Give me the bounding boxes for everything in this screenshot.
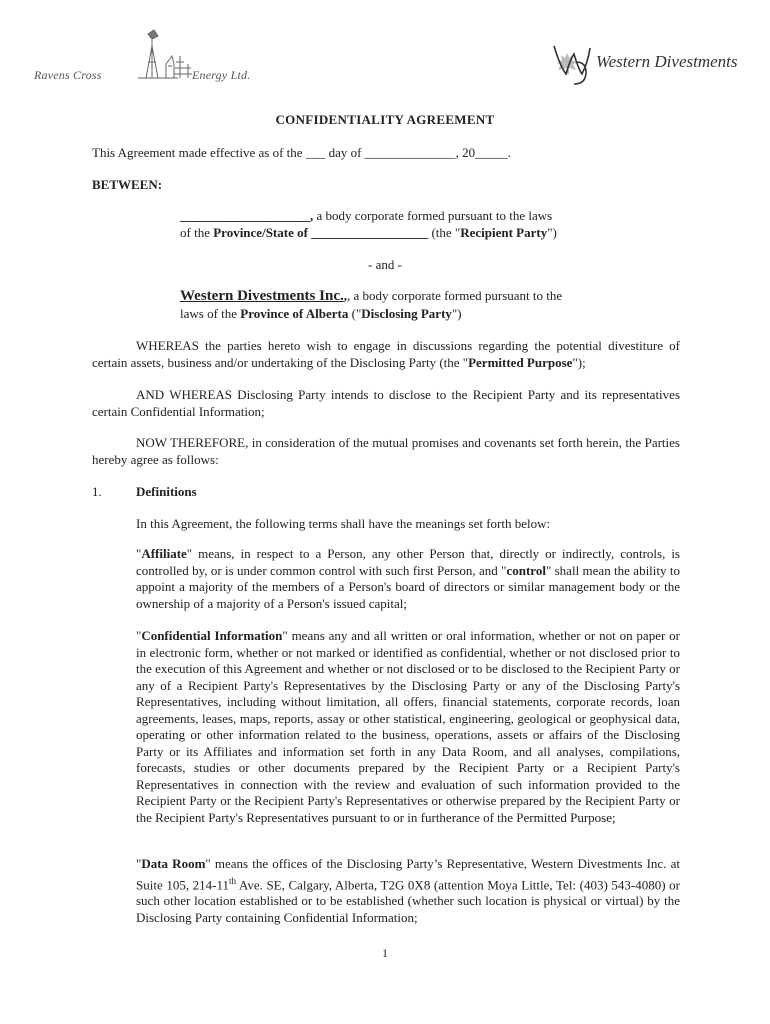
- page-number: 1: [382, 946, 388, 960]
- text-run: "): [547, 225, 557, 240]
- ravens-cross-logo: [28, 26, 268, 96]
- text-run: " means the offices of the Disclosing Party’s Representative, Western Divestments Inc. at Suite 105, 214-11: [136, 856, 680, 892]
- text-run: " means, in respect to a Person, any other Person that, directly or indirectly, controls, is controlled by, or is under common control with such first Person, and ": [136, 546, 680, 578]
- right-logo-name: Western Divestments: [596, 52, 738, 71]
- text-run: "): [451, 306, 462, 321]
- text-run: Confidential Information: [141, 628, 283, 643]
- text-run: Permitted Purpose: [468, 354, 573, 370]
- text-run: , a body corporate formed pursuant to the: [346, 288, 563, 303]
- text-run: (the ": [428, 225, 461, 240]
- text-run: Recipient Party: [460, 225, 548, 240]
- text-run: control: [506, 562, 546, 578]
- recipient-party-line-1: [180, 208, 552, 225]
- text-run: AND WHEREAS Disclosing Party intends to disclose to the Recipient Party and its representatives certain Confidential Information;: [92, 387, 680, 419]
- text-run: (": [348, 306, 362, 321]
- text-run: laws of the: [180, 306, 241, 321]
- recipient-party-line-2: [180, 225, 557, 242]
- disclosing-party-line-2: [180, 306, 462, 323]
- text-run: Western Divestments Inc.: [180, 288, 344, 304]
- text-run: ");: [572, 354, 586, 370]
- now-therefore-paragraph: [92, 435, 680, 468]
- left-logo-word-2: Energy Ltd.: [192, 68, 251, 82]
- maple-leaf-monogram-icon: [548, 40, 596, 86]
- text-run: Disclosing Party: [361, 306, 452, 321]
- text-run: ": [136, 856, 142, 871]
- text-run: th: [229, 875, 237, 886]
- text-run: Province of Alberta: [240, 306, 349, 321]
- text-run: WHEREAS the parties hereto wish to engage in discussions regarding the potential divestiture of certain assets, business and/or undertaking of the Disclosing Party (the ": [92, 338, 680, 370]
- whereas-paragraph-1: [92, 338, 680, 371]
- western-divestments-logo: [548, 40, 748, 90]
- whereas-paragraph-2: [92, 387, 680, 420]
- definition-data-room: [136, 856, 680, 926]
- effective-date-line: This Agreement made effective as of the ___ day of ______________, 20_____.: [92, 145, 511, 160]
- text-run: ": [136, 546, 142, 561]
- text-run: ,: [343, 288, 347, 303]
- document-title: CONFIDENTIALITY AGREEMENT: [275, 112, 495, 127]
- text-run: of the: [180, 225, 214, 240]
- text-run: a body corporate formed pursuant to the laws: [313, 208, 553, 223]
- definition-confidential-information: [136, 628, 680, 826]
- section-number: 1.: [92, 484, 102, 499]
- text-run: __________________: [311, 225, 429, 240]
- text-run: Data Room: [141, 856, 206, 871]
- text-run: ": [136, 628, 142, 643]
- text-run: Ave. SE, Calgary, Alberta, T2G 0X8 (attention Moya Little, Tel: (403) 543-4080) or such other location established or to be established (whether such location is physical or virtual) by the Disclosing Party containing Confidential Information;: [136, 876, 680, 925]
- section-title: Definitions: [136, 484, 197, 499]
- and-label: - and -: [368, 257, 402, 272]
- disclosing-party-line-1: [180, 288, 562, 305]
- text-run: Affiliate: [141, 546, 187, 561]
- text-run: " means any and all written or oral information, whether or not on paper or in electronic form, whether or not marked or identified as confidential, whether or not disclosed prior to the execution of this Agreement and whether or not disclosed or to be disclosed to the Recipient Party or any of a Recipient Party's Representatives by the Disclosing Party or any of the Disclosing Party's Representatives, including without limitation, all offers, financial statements, corporate records, loan agreements, leases, maps, reports, assay or other statistical, engineering, geological or geophysical data, operating or other information related to the business, operations, assets or affairs of the Disclosing Party or its Affiliates and information set forth in any Data Room, and all analyses, compilations, forecasts, studies or other documents prepared by the Recipient Party or a Recipient Party's Representatives in connection with the review and evaluation of such information provided to the Recipient Party or the Recipient Party's Representatives or otherwise prepared by the Recipient Party or the Recipient Party's Representatives pursuant to or in furtherance of the Permitted Purpose;: [136, 628, 680, 825]
- text-run: Province/State of: [213, 225, 312, 240]
- left-logo-word-1: Ravens Cross: [34, 68, 102, 82]
- definition-affiliate: [136, 546, 680, 612]
- text-run: ____________________,: [180, 208, 314, 223]
- text-run: NOW THEREFORE, in consideration of the mutual promises and covenants set forth herein, the Parties hereby agree as follows:: [92, 435, 680, 467]
- definitions-intro: In this Agreement, the following terms shall have the meanings set forth below:: [136, 516, 551, 531]
- text-run: " shall mean the ability to appoint a majority of the members of a Person's board of directors or similar management body or the ownership of a majority of a Person's issued capital;: [136, 562, 680, 611]
- between-label: BETWEEN:: [92, 177, 163, 192]
